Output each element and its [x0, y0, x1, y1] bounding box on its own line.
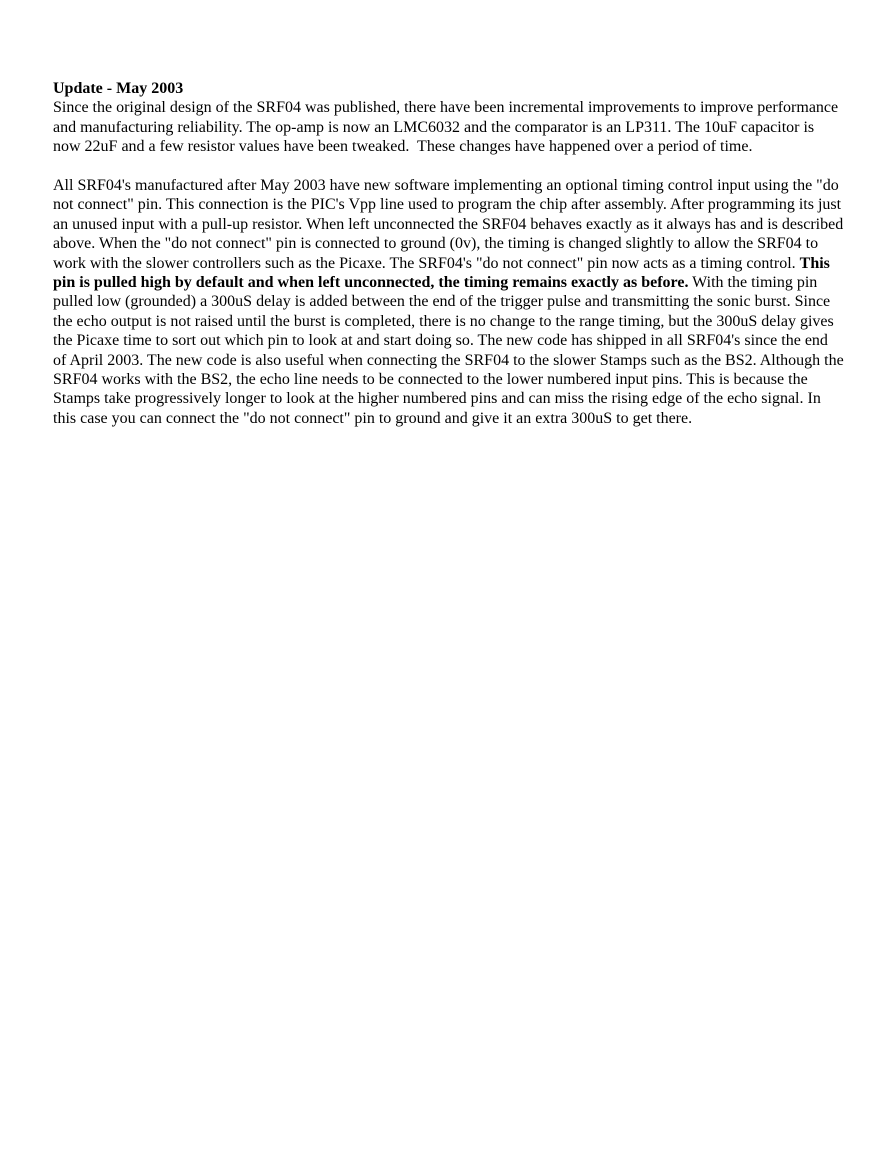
paragraph-timing-control	[53, 176, 845, 428]
document-body	[53, 79, 845, 428]
paragraph-timing-control-intro: All SRF04's manufactured after May 2003 have new software implementing an optional timing control input using the "do not connect" pin. This connection is the PIC's Vpp line used to program the chip after assembly. After programming its just an unused input with a pull-up resistor. When left unconnected the SRF04 behaves exactly as it always has and is described above. When the "do not connect" pin is connected to ground (0v), the timing is changed slightly to allow the SRF04 to work with the slower controllers such as the Picaxe. The SRF04's "do not connect" pin now acts as a timing control.	[53, 177, 844, 272]
section-heading: Update - May 2003	[53, 80, 184, 97]
paragraph-update-summary: Since the original design of the SRF04 was published, there have been incremental improvements to improve performance and manufacturing reliability. The op-amp is now an LMC6032 and the comparator is an LP311. The 10uF capacitor is now 22uF and a few resistor values have been tweaked. These changes have happened over a period of time.	[53, 99, 839, 156]
paragraph-timing-control-details: With the timing pin pulled low (grounded) a 300uS delay is added between the end of the trigger pulse and transmitting the sonic burst. Since the echo output is not raised until the burst is completed, there is no change to the range timing, but the 300uS delay gives the Picaxe time to sort out which pin to look at and start doing so. The new code has shipped in all SRF04's since the end of April 2003. The new code is also useful when connecting the SRF04 to the slower Stamps such as the BS2. Although the SRF04 works with the BS2, the echo line needs to be connected to the lower numbered input pins. This is because the Stamps take progressively longer to look at the higher numbered pins and can miss the rising edge of the echo signal. In this case you can connect the "do not connect" pin to ground and give it an extra 300uS to get there.	[53, 274, 844, 427]
paragraph-timing-control-emphasis: This pin is pulled high by default and when left unconnected, the timing remains exactly as before.	[53, 254, 830, 292]
